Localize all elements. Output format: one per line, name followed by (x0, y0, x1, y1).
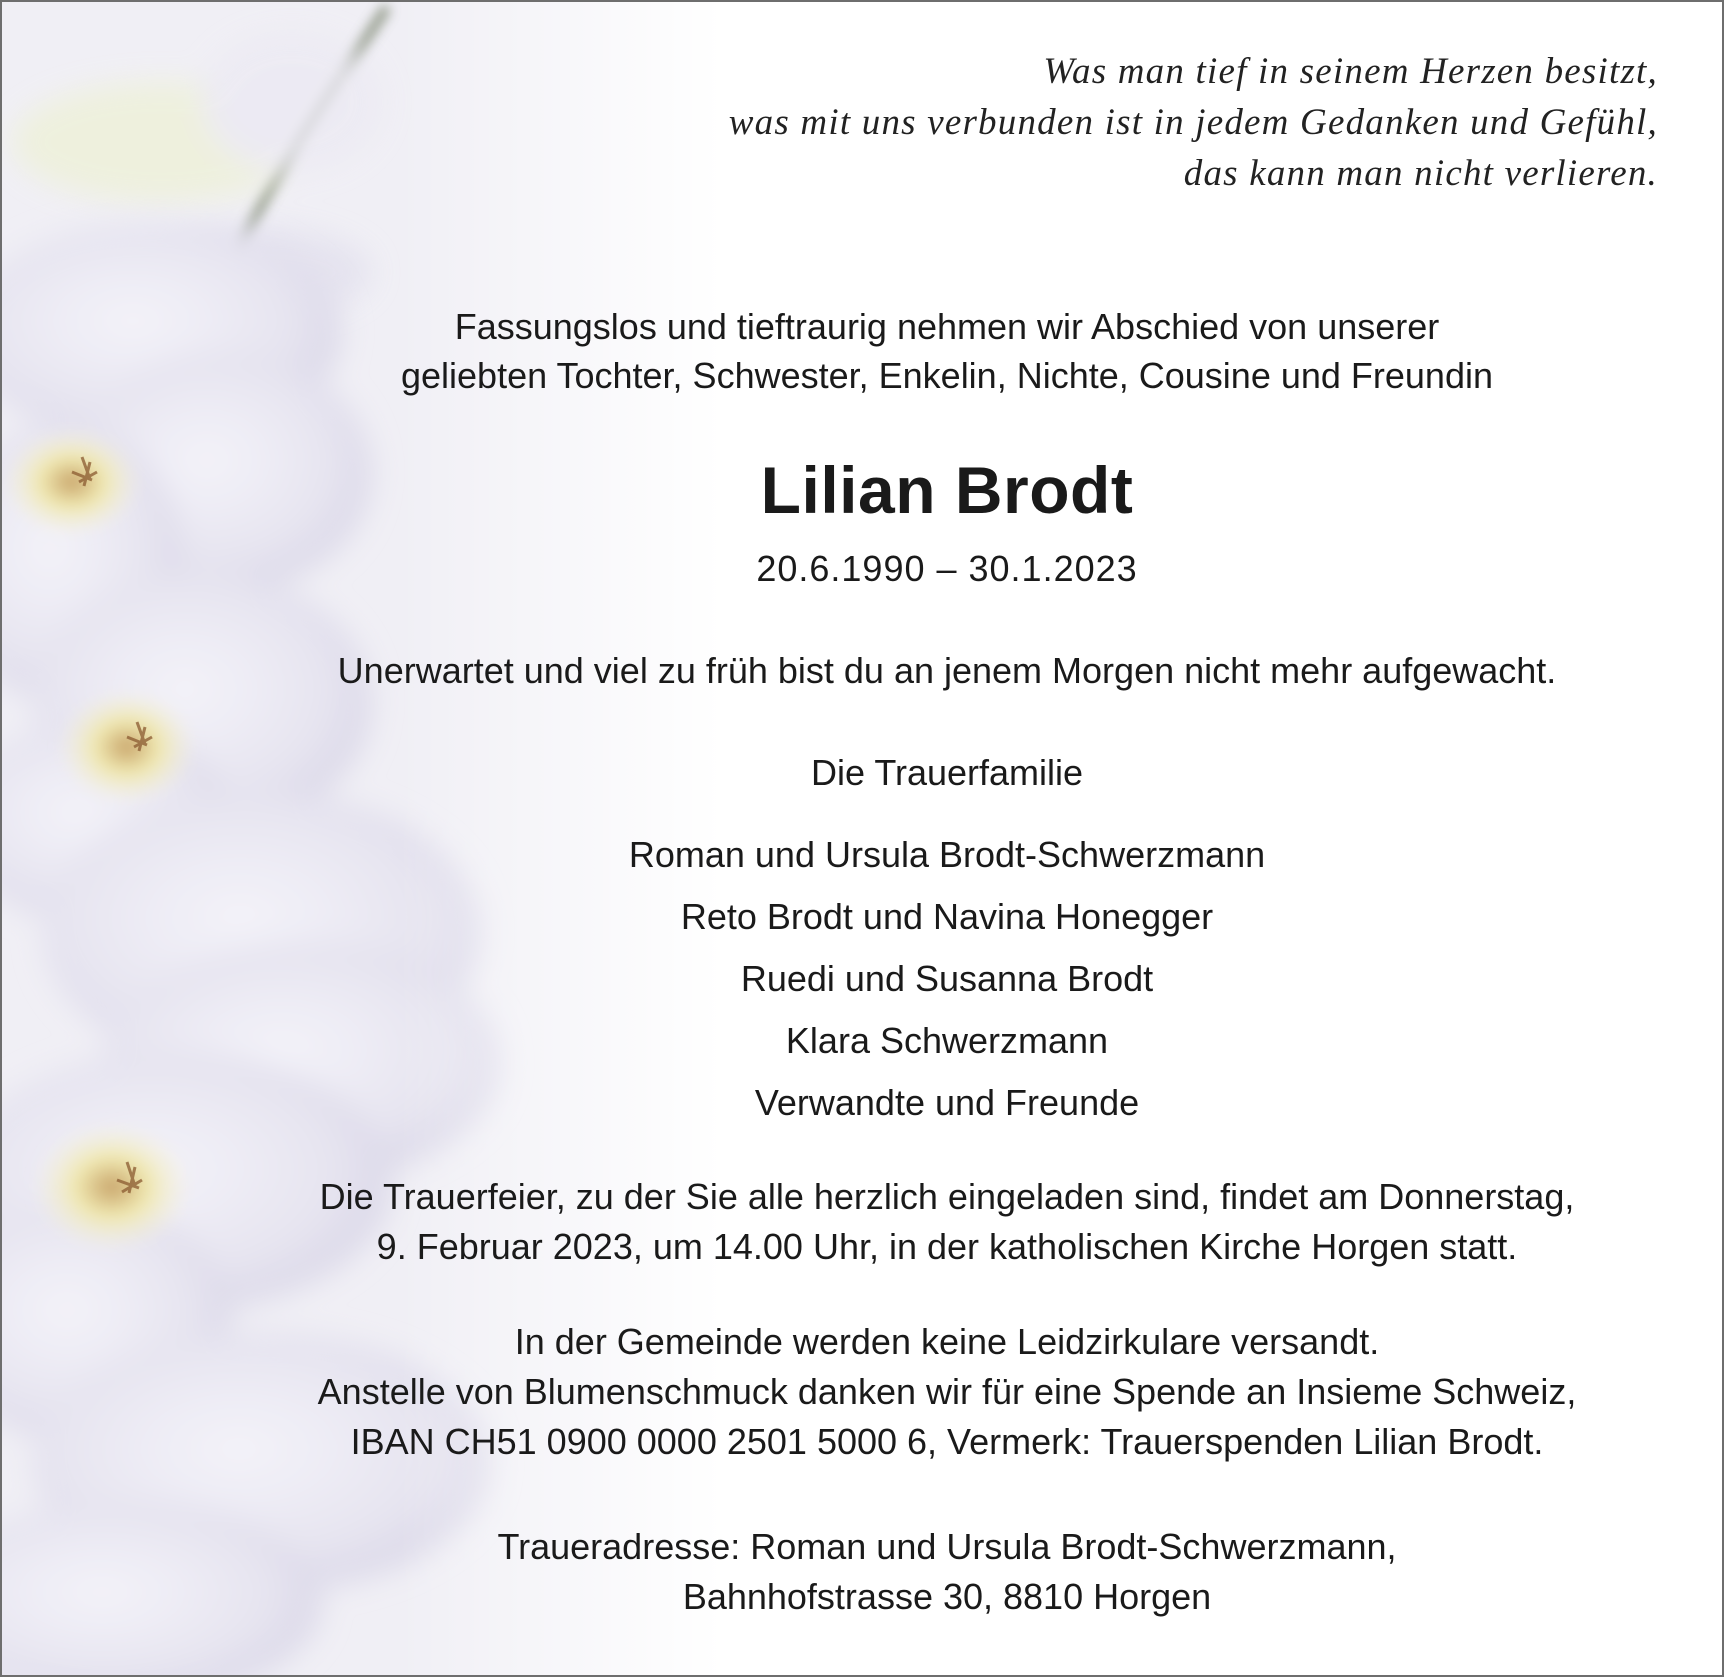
farewell-message: Unerwartet und viel zu früh bist du an jenem Morgen nicht mehr aufgewacht. (337, 650, 1557, 691)
family-member: Ruedi und Susanna Brodt (740, 958, 1154, 999)
deceased-name: Lilian Brodt (760, 453, 1134, 527)
donation-line: Anstelle von Blumenschmuck danken wir für eine Spende an Insieme Schweiz, (317, 1371, 1577, 1412)
memorial-quote (729, 46, 1658, 199)
obituary-text (2, 2, 1722, 1675)
family-member: Reto Brodt und Navina Honegger (680, 896, 1214, 937)
mourning-family-list (242, 824, 1652, 1134)
address-line: Traueradresse: Roman und Ursula Brodt-Schwerzmann, (497, 1526, 1397, 1567)
mourning-family-heading: Die Trauerfamilie (810, 752, 1084, 793)
funeral-service-notice (242, 1172, 1652, 1272)
family-member: Verwandte und Freunde (754, 1082, 1140, 1123)
intro-line: geliebten Tochter, Schwester, Enkelin, Nichte, Cousine und Freundin (401, 355, 1493, 396)
quote-line: das kann man nicht verlieren. (1183, 153, 1658, 194)
donation-line: IBAN CH51 0900 0000 2501 5000 6, Vermerk: Trauerspenden Lilian Brodt. (350, 1421, 1544, 1462)
donation-line: In der Gemeinde werden keine Leidzirkulare versandt. (514, 1321, 1380, 1362)
ceremony-line: Die Trauerfeier, zu der Sie alle herzlich eingeladen sind, findet am Donnerstag, (319, 1176, 1575, 1217)
ceremony-line: 9. Februar 2023, um 14.00 Uhr, in der katholischen Kirche Horgen statt. (376, 1226, 1518, 1267)
quote-line: Was man tief in seinem Herzen besitzt, (1043, 51, 1658, 92)
family-member: Klara Schwerzmann (785, 1020, 1109, 1061)
life-dates: 20.6.1990 – 30.1.2023 (756, 548, 1138, 589)
intro-line: Fassungslos und tieftraurig nehmen wir Abschied von unserer (454, 306, 1440, 347)
quote-line: was mit uns verbunden ist in jedem Gedanken und Gefühl, (728, 102, 1658, 143)
farewell-intro (242, 302, 1652, 400)
family-member: Roman und Ursula Brodt-Schwerzmann (628, 834, 1266, 875)
mourning-address (242, 1522, 1652, 1622)
address-line: Bahnhofstrasse 30, 8810 Horgen (682, 1576, 1212, 1617)
donation-notice (242, 1317, 1652, 1467)
